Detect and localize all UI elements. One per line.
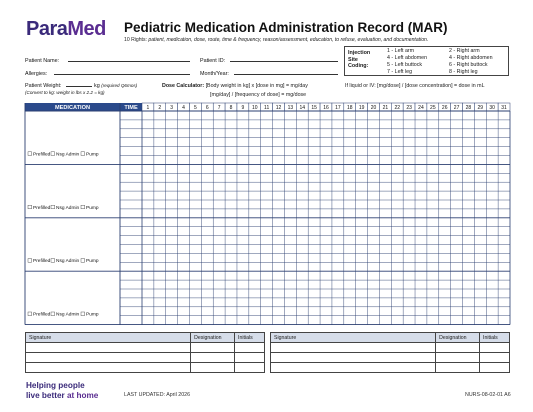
designation-cell[interactable] (436, 363, 480, 373)
patient-name-label: Patient Name: (25, 58, 60, 64)
site-right-arm: 2 - Right arm (449, 48, 480, 54)
designation-cell[interactable] (436, 343, 480, 353)
day-number-20: 20 (370, 105, 377, 111)
checkbox-nsg-admin[interactable] (51, 152, 55, 156)
day-number-28: 28 (465, 105, 472, 111)
signature-table-right (270, 332, 510, 373)
designation-cell[interactable] (436, 353, 480, 363)
last-updated: LAST UPDATED: April 2026 (124, 392, 191, 398)
signature-header: Signature (271, 333, 436, 343)
day-number-12: 12 (275, 105, 282, 111)
designation-header: Designation (191, 333, 235, 343)
checkbox-label: Nsg Admin (56, 259, 80, 265)
day-number-3: 3 (170, 105, 174, 111)
time-header: TIME (124, 105, 138, 111)
day-number-19: 19 (358, 105, 365, 111)
document-code: NURS-08-02-01 A6 (465, 392, 511, 398)
checkbox-nsg-admin[interactable] (51, 259, 55, 263)
initials-cell[interactable] (235, 343, 265, 353)
checkbox-prefilled[interactable] (28, 205, 32, 209)
site-right-leg: 8 - Right leg (449, 69, 478, 75)
day-number-9: 9 (241, 105, 245, 111)
checkbox-label: Nsg Admin (56, 312, 80, 318)
initials-cell[interactable] (480, 353, 510, 363)
day-number-10: 10 (251, 105, 258, 111)
designation-cell[interactable] (191, 353, 235, 363)
checkbox-pump[interactable] (81, 205, 85, 209)
brand-tagline: Helping people live better at home (26, 381, 99, 400)
checkbox-prefilled[interactable] (28, 312, 32, 316)
weight-unit: kg (required Q6mos) (94, 83, 138, 89)
initials-header: Initials (480, 333, 510, 343)
checkbox-pump[interactable] (81, 259, 85, 263)
day-number-24: 24 (418, 105, 424, 111)
day-number-8: 8 (229, 105, 233, 111)
checkbox-pump[interactable] (81, 152, 85, 156)
dose-calculator: Dose Calculator: [Body weight in kg] x [dose in mg] = mg/day [mg/day] / [frequency of dose] = mg/dose (162, 83, 308, 98)
checkbox-label: Prefilled (33, 259, 51, 265)
signature-table-left (25, 332, 265, 373)
checkbox-label: Pump (86, 152, 99, 158)
checkbox-label: Prefilled (33, 312, 51, 318)
checkbox-label: Nsg Admin (56, 152, 80, 158)
day-number-21: 21 (382, 105, 389, 111)
patient-weight-label: Patient Weight: (25, 83, 62, 89)
initials-header: Initials (235, 333, 265, 343)
designation-header: Designation (436, 333, 480, 343)
site-left-arm: 1 - Left arm (387, 48, 415, 54)
day-number-16: 16 (323, 105, 329, 111)
day-number-15: 15 (311, 105, 317, 111)
initials-cell[interactable] (235, 363, 265, 373)
checkbox-label: Pump (86, 205, 99, 211)
month-year-label: Month/Year: (200, 71, 229, 77)
signature-header: Signature (26, 333, 191, 343)
paramed-logo: ParaMed (26, 18, 106, 40)
designation-cell[interactable] (191, 343, 235, 353)
checkbox-label: Pump (86, 259, 99, 265)
initials-cell[interactable] (235, 353, 265, 363)
day-number-7: 7 (217, 105, 221, 111)
signature-cell[interactable] (271, 353, 436, 363)
checkbox-pump[interactable] (81, 312, 85, 316)
day-number-18: 18 (346, 105, 353, 111)
checkbox-nsg-admin[interactable] (51, 312, 55, 316)
designation-cell[interactable] (191, 363, 235, 373)
day-number-5: 5 (194, 105, 197, 111)
signature-cell[interactable] (26, 343, 191, 353)
day-number-22: 22 (394, 105, 401, 111)
day-number-26: 26 (441, 105, 448, 111)
checkbox-label: Prefilled (33, 205, 51, 211)
checkbox-nsg-admin[interactable] (51, 205, 55, 209)
day-number-14: 14 (299, 105, 306, 111)
day-number-23: 23 (406, 105, 412, 111)
signature-cell[interactable] (26, 363, 191, 373)
checkbox-prefilled[interactable] (28, 259, 32, 263)
site-left-abdomen: 4 - Left abdomen (387, 55, 428, 61)
signature-cell[interactable] (26, 353, 191, 363)
site-right-abdomen: 4 - Right abdomen (449, 55, 493, 61)
ten-rights-subtitle: 10 Rights: patient, medication, dose, route, time & frequency, reason/assessment, education, to refuse, evaluation, and documentation. (124, 37, 429, 43)
page-title: Pediatric Medication Administration Record (MAR) (124, 20, 448, 35)
day-number-1: 1 (146, 105, 150, 111)
checkbox-label: Prefilled (33, 152, 51, 158)
medication-header: MEDICATION (54, 105, 91, 111)
checkbox-label: Pump (86, 312, 99, 318)
signature-cell[interactable] (271, 343, 436, 353)
site-left-buttock: 5 - Left buttock (387, 62, 423, 68)
day-number-2: 2 (158, 105, 162, 111)
checkbox-label: Nsg Admin (56, 205, 80, 211)
day-number-13: 13 (287, 105, 294, 111)
day-number-17: 17 (335, 105, 341, 111)
injection-title: Injection Site Coding: (348, 50, 371, 69)
allergies-label: Allergies: (25, 71, 48, 77)
day-number-11: 11 (264, 105, 270, 111)
day-number-4: 4 (182, 105, 185, 111)
convert-note: (Convert to kg: weight in lbs x 2.2 = kg) (25, 90, 105, 95)
site-right-buttock: 6 - Right buttock (449, 62, 488, 68)
day-number-25: 25 (430, 105, 436, 111)
checkbox-prefilled[interactable] (28, 152, 32, 156)
day-number-6: 6 (205, 105, 209, 111)
day-number-31: 31 (501, 105, 507, 111)
day-number-29: 29 (477, 105, 484, 111)
initials-cell[interactable] (480, 343, 510, 353)
liquid-iv-note: If liquid or IV: [mg/dose] / [dose concentration] = dose in mL (345, 83, 485, 89)
initials-cell[interactable] (480, 363, 510, 373)
day-number-27: 27 (453, 105, 460, 111)
day-number-30: 30 (489, 105, 495, 111)
patient-id-label: Patient ID: (200, 58, 226, 64)
site-left-leg: 7 - Left leg (387, 69, 413, 75)
signature-cell[interactable] (271, 363, 436, 373)
